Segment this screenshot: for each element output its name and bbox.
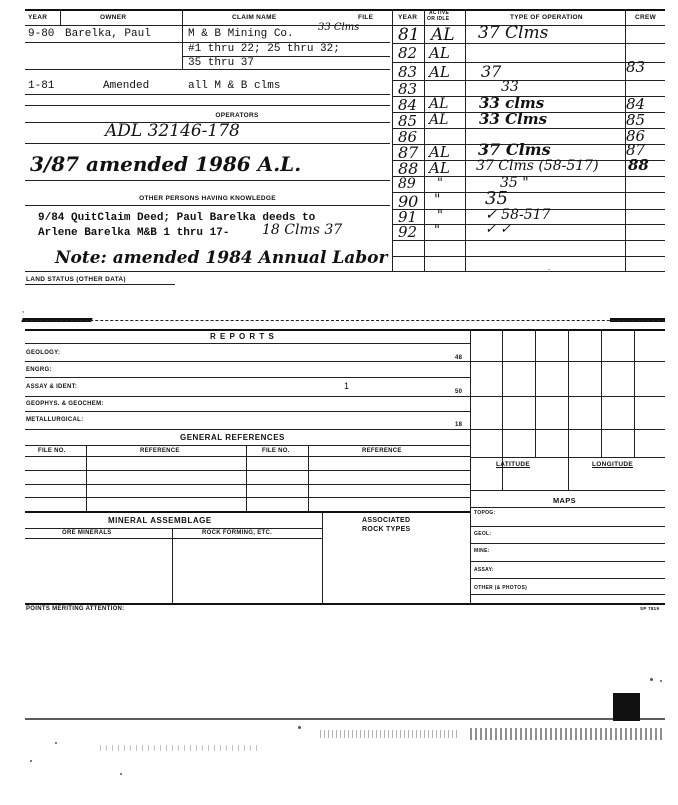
rule	[25, 396, 470, 397]
rule	[470, 594, 665, 595]
operators-title: OPERATORS	[215, 112, 259, 119]
rule	[25, 329, 665, 331]
rule	[470, 457, 665, 458]
scan-line	[25, 718, 665, 720]
reports-geology: GEOLOGY:	[26, 350, 61, 356]
rule	[25, 320, 665, 321]
header-year-2: YEAR	[398, 14, 418, 21]
log-type: 33	[501, 79, 519, 95]
maps-geol: GEOL:	[474, 531, 492, 537]
log-crew: 83	[626, 58, 646, 76]
rule	[25, 456, 470, 457]
log-crew: 86	[626, 127, 646, 145]
rule	[470, 361, 665, 362]
land-status-label: LAND STATUS (OTHER DATA)	[26, 276, 126, 283]
operators-line-1: ADL 32146-178	[105, 121, 240, 141]
rule	[535, 329, 536, 457]
rule	[424, 9, 425, 271]
reports-num-geology: 48	[455, 355, 463, 361]
rock-types-label: ROCK TYPES	[362, 526, 411, 533]
log-crew: 88	[628, 156, 649, 174]
header-crew: CREW	[635, 14, 657, 21]
stray-mark: ,	[22, 305, 25, 314]
reports-metallurgical: METALLURGICAL:	[26, 417, 84, 423]
rule	[470, 329, 471, 604]
scan-noise-band	[470, 728, 665, 740]
log-type: 35 "	[500, 175, 529, 191]
rule	[470, 578, 665, 579]
rule	[25, 284, 175, 285]
rule	[470, 507, 665, 508]
rule	[392, 256, 665, 257]
entry-1-owner: Barelka, Paul	[65, 28, 151, 40]
rule	[322, 511, 323, 604]
rule	[470, 543, 665, 544]
top-border	[25, 9, 665, 11]
rule	[25, 445, 470, 446]
maps-assay: ASSAY:	[474, 567, 494, 573]
rule	[470, 526, 665, 527]
reports-assay: ASSAY & IDENT:	[26, 384, 78, 390]
rule	[392, 80, 665, 81]
reports-num-metall: 18	[455, 422, 463, 428]
noise-dot	[298, 726, 301, 729]
rule	[25, 603, 665, 605]
log-status: AL	[429, 112, 449, 128]
rule	[182, 9, 183, 69]
log-status: AL	[429, 96, 449, 112]
rule	[392, 9, 393, 271]
log-status: AL	[431, 25, 455, 45]
rule	[25, 143, 390, 144]
noise-dot	[660, 680, 662, 682]
stray-mark: .	[548, 263, 551, 272]
rule	[25, 497, 470, 498]
log-status: AL	[429, 159, 450, 177]
rule	[25, 69, 390, 70]
log-type: 37	[481, 62, 502, 81]
mineral-title: MINERAL ASSEMBLAGE	[108, 516, 212, 525]
noise-dot	[55, 742, 57, 744]
entry-1-claim-range: #1 thru 22; 25 thru 32;	[188, 43, 340, 55]
associated-label: ASSOCIATED	[362, 517, 411, 524]
log-crew: 85	[626, 111, 646, 129]
rule	[601, 329, 602, 457]
rule	[470, 429, 665, 430]
log-type: 37 Clms	[478, 23, 549, 43]
header-file: FILE	[358, 14, 374, 21]
rule	[470, 396, 665, 397]
gen-ref-file-no-1: FILE NO.	[38, 448, 66, 454]
log-status: AL	[429, 63, 450, 81]
log-year: 91	[398, 208, 418, 226]
latitude-label: LATITUDE	[496, 461, 531, 468]
header-active: ACTIVE	[429, 10, 450, 16]
rule	[25, 105, 390, 106]
log-year: 87	[398, 143, 419, 162]
entry-1-claim-note: 33 Clms	[318, 22, 360, 33]
rule	[392, 192, 665, 193]
maps-other: OTHER (& PHOTOS)	[474, 585, 528, 591]
noise-dot	[30, 760, 32, 762]
ore-minerals-label: ORE MINERALS	[62, 530, 112, 536]
reports-title: R E P O R T S	[210, 332, 275, 341]
rule	[25, 511, 470, 513]
rule	[86, 445, 87, 511]
rule	[308, 445, 309, 511]
rule	[25, 42, 390, 43]
other-persons-line-2: Arlene Barelka M&B 1 thru 17-	[38, 227, 230, 239]
rule	[60, 9, 61, 25]
log-crew: 87	[626, 141, 646, 159]
entry-1-date: 9-80	[28, 28, 55, 40]
rule	[25, 429, 470, 430]
rule	[172, 528, 173, 604]
log-type: 37 Clms	[478, 140, 551, 159]
log-status: "	[437, 208, 443, 223]
reports-assay-mark: 1	[344, 381, 350, 391]
entry-1-claim-name: M & B Mining Co.	[188, 28, 294, 40]
longitude-label: LONGITUDE	[592, 461, 633, 468]
log-year: 82	[398, 44, 418, 62]
rule	[470, 490, 665, 491]
log-year: 89	[398, 176, 416, 192]
rule	[25, 94, 390, 95]
log-crew: 84	[626, 95, 646, 113]
points-meriting-attention: POINTS MERITING ATTENTION:	[26, 606, 125, 612]
noise-dot	[650, 678, 653, 681]
rule	[25, 528, 322, 529]
scan-noise-band	[320, 730, 460, 738]
rule	[25, 470, 470, 471]
rule	[392, 224, 665, 225]
reports-engrg: ENGRG:	[26, 367, 52, 373]
log-year: 85	[398, 112, 418, 130]
rule	[25, 538, 322, 539]
log-year: 90	[398, 192, 419, 211]
scan-noise-band	[100, 745, 260, 751]
gen-ref-file-no-2: FILE NO.	[262, 448, 290, 454]
log-type: ✓ ✓	[485, 222, 511, 237]
entry-2-owner: Amended	[103, 80, 150, 92]
other-persons-line-2-hand: 18 Clms 37	[262, 222, 343, 238]
other-persons-line-1: 9/84 QuitClaim Deed; Paul Barelka deeds to	[38, 212, 316, 224]
log-year: 86	[398, 128, 418, 146]
rule	[25, 205, 390, 206]
log-year: 92	[398, 223, 418, 241]
maps-mine: MINE:	[474, 548, 490, 554]
rule	[470, 561, 665, 562]
noise-dot	[120, 773, 122, 775]
maps-topog: TOPOG:	[474, 510, 496, 516]
rule	[465, 9, 466, 271]
log-type: 37 Clms (58-517)	[476, 158, 599, 174]
rule	[25, 343, 470, 344]
reports-geophys: GEOPHYS. & GEOCHEM:	[26, 401, 104, 407]
log-status: "	[434, 192, 441, 208]
rule	[634, 329, 635, 457]
entry-1-claim-range-2: 35 thru 37	[188, 57, 255, 69]
general-references-title: GENERAL REFERENCES	[180, 433, 285, 442]
rule	[25, 411, 470, 412]
rule	[568, 329, 569, 490]
maps-title: MAPS	[553, 496, 576, 505]
log-type: 33 clms	[479, 94, 545, 112]
log-year: 81	[398, 25, 420, 45]
header-claim-name: CLAIM NAME	[232, 14, 277, 21]
rule	[25, 180, 390, 181]
other-persons-note: Note: amended 1984 Annual Labor	[55, 248, 388, 268]
log-type: 33 Clms	[479, 110, 548, 128]
log-status: AL	[429, 143, 450, 161]
header-owner: OWNER	[100, 14, 127, 21]
rule	[246, 445, 247, 511]
black-block	[613, 693, 640, 721]
rule	[25, 271, 665, 272]
log-year: 83	[398, 63, 418, 81]
rule	[25, 361, 470, 362]
log-year: 83	[398, 80, 418, 98]
log-status: AL	[429, 44, 450, 62]
rule	[392, 240, 665, 241]
log-type: ✓ 58-517	[485, 207, 551, 223]
log-year: 84	[398, 96, 418, 114]
gen-ref-reference-1: REFERENCE	[140, 448, 180, 454]
other-persons-title: OTHER PERSONS HAVING KNOWLEDGE	[139, 195, 276, 202]
form-number: SP 7819	[640, 606, 660, 611]
header-year: YEAR	[28, 14, 48, 21]
entry-2-date: 1-81	[28, 80, 55, 92]
header-or-idle: OR IDLE	[427, 16, 450, 22]
log-year: 88	[398, 159, 419, 178]
header-type-of-operation: TYPE OF OPERATION	[510, 14, 583, 21]
rock-forming-label: ROCK FORMING, ETC.	[202, 530, 273, 536]
log-type: 35	[485, 188, 508, 209]
gen-ref-reference-2: REFERENCE	[362, 448, 402, 454]
log-status: "	[434, 223, 440, 238]
rule	[182, 56, 390, 57]
log-status: "	[437, 176, 443, 191]
entry-2-claim: all M & B clms	[188, 80, 281, 92]
rule	[25, 377, 470, 378]
rule	[392, 128, 665, 129]
operators-line-2: 3/87 amended 1986 A.L.	[30, 152, 302, 176]
rule	[25, 484, 470, 485]
reports-num-assay: 50	[455, 389, 463, 395]
